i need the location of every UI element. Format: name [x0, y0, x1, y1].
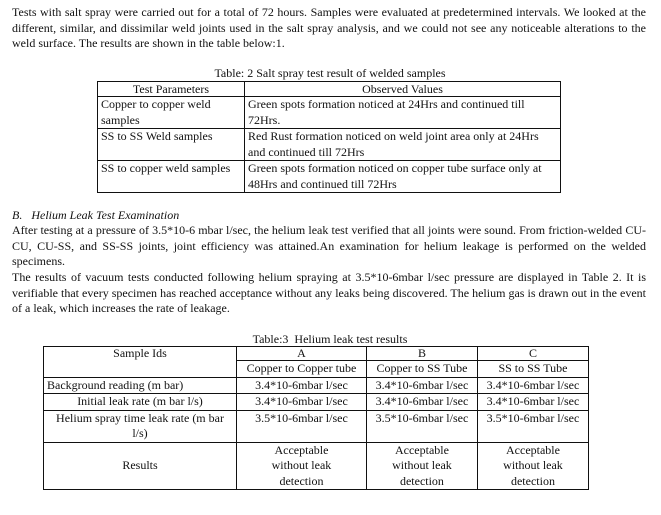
section-b-heading	[12, 208, 646, 224]
value-cell: 3.4*10-6mbar l/sec	[477, 377, 588, 394]
section-title: Helium Leak Test Examination	[31, 208, 180, 222]
header-letter-b: B	[366, 347, 477, 361]
table-header-row	[44, 347, 589, 361]
result-cell	[366, 442, 477, 490]
value-cell: 3.4*10-6mbar l/sec	[477, 394, 588, 411]
row-label: Helium spray time leak rate (m bar l/s)	[44, 410, 237, 442]
sample-name-b: Copper to SS Tube	[366, 361, 477, 378]
table-row	[44, 442, 589, 490]
value-cell: 3.5*10-6mbar l/sec	[366, 410, 477, 442]
header-sample-ids: Sample Ids	[44, 347, 237, 378]
intro-paragraph: Tests with salt spray were carried out for a total of 72 hours. Samples were evaluated at predetermined intervals. We looked at the different, similar, and dissimilar weld joints used in the salt spray analysis, and we could not see any noticeable alterations to the weld surface. The results are shown in the table below:1.	[12, 5, 646, 50]
observed-value-cell: Green spots formation noticed on copper tube surface only at 48Hrs and continued till 72Hrs	[245, 161, 561, 193]
observed-value-cell: Red Rust formation noticed on weld joint area only at 24Hrs and continued till 72Hrs	[245, 129, 561, 161]
result-text: Acceptable without leak detection	[392, 442, 452, 488]
row-label: Initial leak rate (m bar l/s)	[44, 394, 237, 411]
observed-value-cell: Green spots formation noticed at 24Hrs and continued till 72Hrs.	[245, 97, 561, 129]
helium-paragraph-2: The results of vacuum tests conducted following helium spraying at 3.5*10-6mbar l/sec pressure are displayed in Table 2. It is verifiable that every specimen has reached acceptance without any leaks being discovered. The helium gas is drawn out in the event of a leak, which increases the rate of leakage.	[12, 270, 646, 315]
header-letter-a: A	[237, 347, 367, 361]
value-cell: 3.4*10-6mbar l/sec	[237, 394, 367, 411]
test-parameter-cell: SS to SS Weld samples	[98, 129, 245, 161]
result-text: Acceptable without leak detection	[271, 442, 332, 488]
table-row	[44, 377, 589, 394]
result-cell	[477, 442, 588, 490]
section-number: B.	[12, 208, 23, 222]
row-label: Background reading (m bar)	[44, 377, 237, 394]
salt-spray-table	[97, 81, 561, 193]
value-cell: 3.4*10-6mbar l/sec	[366, 394, 477, 411]
header-letter-c: C	[477, 347, 588, 361]
table-row	[98, 161, 561, 193]
result-text: Acceptable without leak detection	[503, 442, 563, 488]
value-cell: 3.4*10-6mbar l/sec	[366, 377, 477, 394]
table-row	[98, 97, 561, 129]
table-header-row	[98, 82, 561, 97]
table-row	[44, 394, 589, 411]
result-cell	[237, 442, 367, 490]
row-label: Results	[44, 442, 237, 490]
table-row	[98, 129, 561, 161]
test-parameter-cell: Copper to copper weld samples	[98, 97, 245, 129]
sample-name-a: Copper to Copper tube	[237, 361, 367, 378]
header-test-parameters: Test Parameters	[98, 82, 245, 97]
header-observed-values: Observed Values	[245, 82, 561, 97]
sample-name-c: SS to SS Tube	[477, 361, 588, 378]
value-cell: 3.5*10-6mbar l/sec	[237, 410, 367, 442]
helium-leak-table	[43, 346, 589, 490]
value-cell: 3.4*10-6mbar l/sec	[237, 377, 367, 394]
helium-paragraph-1: After testing at a pressure of 3.5*10-6 mbar l/sec, the helium leak test verified that all joints were sound. From friction-welded CU-CU, CU-SS, and SS-SS joints, joint efficiency was attained.An examination for helium leakage is performed on the welded specimens.	[12, 223, 646, 268]
table3-caption: Table:3 Helium leak test results	[252, 332, 408, 346]
table2-caption: Table: 2 Salt spray test result of welded samples	[214, 66, 446, 80]
test-parameter-cell: SS to copper weld samples	[98, 161, 245, 193]
table-row	[44, 410, 589, 442]
value-cell: 3.5*10-6mbar l/sec	[477, 410, 588, 442]
